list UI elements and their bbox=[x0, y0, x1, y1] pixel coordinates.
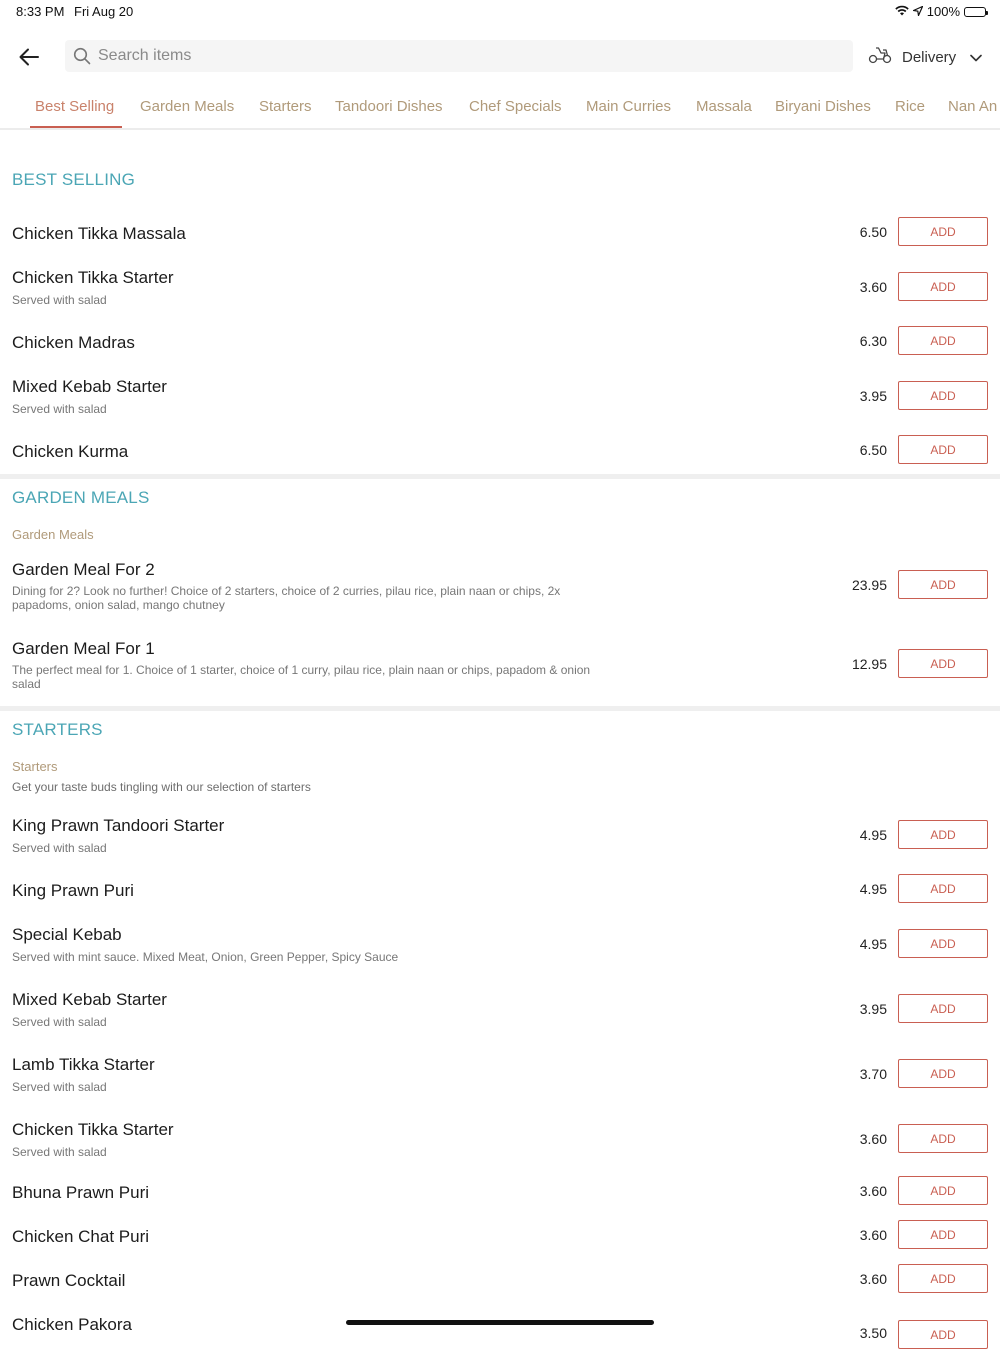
tab-starters[interactable]: Starters bbox=[259, 98, 312, 115]
add-button[interactable]: ADD bbox=[898, 1059, 988, 1088]
item-price: 3.60 bbox=[859, 1131, 887, 1147]
item-description: Served with salad bbox=[12, 1145, 107, 1159]
add-button[interactable]: ADD bbox=[898, 435, 988, 464]
item-name: Garden Meal For 2 bbox=[12, 560, 155, 579]
item-name: Chicken Kurma bbox=[12, 442, 129, 461]
tab-rice[interactable]: Rice bbox=[895, 98, 926, 115]
item-price: 3.70 bbox=[859, 1066, 887, 1082]
item-description: Served with salad bbox=[12, 841, 107, 855]
status-date: Fri Aug 20 bbox=[74, 4, 134, 19]
item-price: 3.50 bbox=[859, 1325, 887, 1341]
add-button[interactable]: ADD bbox=[898, 1176, 988, 1205]
category-tabs bbox=[0, 86, 1000, 130]
item-name: King Prawn Tandoori Starter bbox=[12, 816, 225, 835]
item-name: Garden Meal For 1 bbox=[12, 639, 155, 658]
item-name: Mixed Kebab Starter bbox=[12, 990, 167, 1009]
tab-tandoori-dishes[interactable]: Tandoori Dishes bbox=[335, 98, 443, 115]
location-arrow-icon bbox=[913, 4, 923, 19]
add-button[interactable]: ADD bbox=[898, 649, 988, 678]
item-description: Dining for 2? Look no further! Choice of 2 starters, choice of 2 curries, pilau rice, plain naan or chips, 2x papadoms, onion salad, mango chutney bbox=[12, 584, 561, 612]
battery-icon bbox=[964, 7, 986, 17]
item-price: 12.95 bbox=[851, 656, 887, 672]
add-button[interactable]: ADD bbox=[898, 994, 988, 1023]
section-subtitle: Garden Meals bbox=[12, 527, 94, 542]
item-price: 3.60 bbox=[859, 1271, 887, 1287]
scooter-icon bbox=[868, 46, 892, 68]
item-description: Served with salad bbox=[12, 293, 107, 307]
add-button[interactable]: ADD bbox=[898, 570, 988, 599]
add-button[interactable]: ADD bbox=[898, 1264, 988, 1293]
tab-main-curries[interactable]: Main Curries bbox=[586, 98, 672, 115]
item-name: Mixed Kebab Starter bbox=[12, 377, 167, 396]
back-button[interactable] bbox=[14, 42, 44, 72]
item-description: Served with salad bbox=[12, 402, 107, 416]
add-button[interactable]: ADD bbox=[898, 381, 988, 410]
item-price: 6.30 bbox=[859, 333, 887, 349]
chevron-down-icon bbox=[970, 49, 982, 66]
item-name: Chicken Madras bbox=[12, 333, 135, 352]
tab-biryani-dishes[interactable]: Biryani Dishes bbox=[775, 98, 871, 115]
active-tab-indicator bbox=[30, 126, 122, 129]
top-bar bbox=[0, 40, 1000, 72]
item-description: The perfect meal for 1. Choice of 1 starter, choice of 1 curry, pilau rice, plain naan or chips, papadom & onion salad bbox=[12, 663, 591, 691]
status-time: 8:33 PM bbox=[16, 4, 65, 19]
battery-percentage: 100% bbox=[926, 4, 960, 19]
section-divider bbox=[0, 474, 1000, 479]
item-name: Chicken Tikka Starter bbox=[12, 268, 174, 287]
item-price: 4.95 bbox=[859, 827, 887, 843]
status-bar bbox=[0, 0, 1000, 24]
search-bar bbox=[65, 40, 853, 72]
tab-best-selling[interactable]: Best Selling bbox=[35, 98, 115, 115]
item-description: Served with salad bbox=[12, 1080, 107, 1094]
search-icon bbox=[72, 46, 92, 66]
item-price: 4.95 bbox=[859, 936, 887, 952]
tab-massala[interactable]: Massala bbox=[696, 98, 752, 115]
add-button[interactable]: ADD bbox=[898, 1320, 988, 1349]
add-button[interactable]: ADD bbox=[898, 217, 988, 246]
status-indicators bbox=[895, 4, 986, 19]
add-button[interactable]: ADD bbox=[898, 874, 988, 903]
add-button[interactable]: ADD bbox=[898, 1124, 988, 1153]
tab-nan-an[interactable]: Nan An bbox=[948, 98, 998, 115]
item-name: Special Kebab bbox=[12, 925, 122, 944]
wifi-icon bbox=[895, 4, 909, 19]
tab-garden-meals[interactable]: Garden Meals bbox=[140, 98, 235, 115]
section-description: Get your taste buds tingling with our selection of starters bbox=[12, 780, 311, 794]
item-name: Lamb Tikka Starter bbox=[12, 1055, 155, 1074]
search-input[interactable] bbox=[96, 46, 800, 66]
delivery-selector[interactable] bbox=[868, 42, 982, 72]
item-name: Bhuna Prawn Puri bbox=[12, 1183, 150, 1202]
section-title-starters: STARTERS bbox=[12, 720, 103, 739]
item-name: King Prawn Puri bbox=[12, 881, 134, 900]
add-button[interactable]: ADD bbox=[898, 820, 988, 849]
item-price: 3.95 bbox=[859, 388, 887, 404]
item-name: Chicken Tikka Starter bbox=[12, 1120, 174, 1139]
item-price: 6.50 bbox=[859, 442, 887, 458]
item-name: Prawn Cocktail bbox=[12, 1271, 126, 1290]
item-name: Chicken Pakora bbox=[12, 1315, 133, 1334]
section-subtitle: Starters bbox=[12, 759, 58, 774]
arrow-left-icon bbox=[19, 48, 39, 66]
delivery-label: Delivery bbox=[902, 48, 957, 66]
item-price: 4.95 bbox=[859, 881, 887, 897]
section-title-garden-meals: GARDEN MEALS bbox=[12, 488, 150, 507]
item-price: 3.60 bbox=[859, 1227, 887, 1243]
item-price: 6.50 bbox=[859, 224, 887, 240]
item-price: 3.95 bbox=[859, 1001, 887, 1017]
add-button[interactable]: ADD bbox=[898, 1220, 988, 1249]
item-name: Chicken Chat Puri bbox=[12, 1227, 150, 1246]
item-name: Chicken Tikka Massala bbox=[12, 224, 186, 243]
item-price: 3.60 bbox=[859, 1183, 887, 1199]
section-divider bbox=[0, 706, 1000, 711]
add-button[interactable]: ADD bbox=[898, 929, 988, 958]
item-price: 3.60 bbox=[859, 279, 887, 295]
item-description: Served with mint sauce. Mixed Meat, Onion, Green Pepper, Spicy Sauce bbox=[12, 950, 399, 964]
tab-chef-specials[interactable]: Chef Specials bbox=[469, 98, 562, 115]
home-indicator[interactable] bbox=[346, 1320, 654, 1325]
item-description: Served with salad bbox=[12, 1015, 107, 1029]
section-title-best-selling: BEST SELLING bbox=[12, 170, 136, 189]
item-price: 23.95 bbox=[851, 577, 887, 593]
add-button[interactable]: ADD bbox=[898, 272, 988, 301]
add-button[interactable]: ADD bbox=[898, 326, 988, 355]
